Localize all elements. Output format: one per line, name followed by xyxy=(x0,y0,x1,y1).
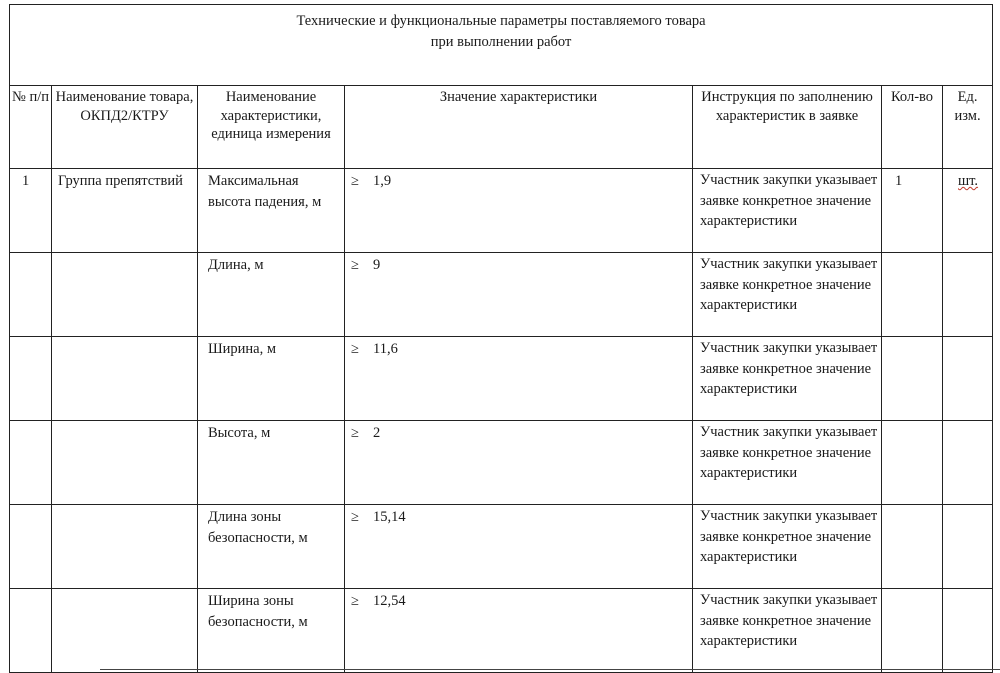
row-instruction-text: Участник закупки указывает заявке конкретное значение характеристики xyxy=(700,424,878,481)
row-product-name-cell xyxy=(52,169,198,253)
row-characteristic-name-text: Высота, м xyxy=(208,425,271,441)
row-unit-cell xyxy=(943,337,993,421)
value-text xyxy=(345,169,692,192)
row-number-cell xyxy=(10,337,52,421)
unit-text xyxy=(943,253,992,255)
row-quantity-cell xyxy=(882,169,943,253)
characteristic-value: 1,9 xyxy=(373,173,392,189)
row-characteristic-name-text: Ширина зоны безопасности, м xyxy=(208,593,308,630)
value-text xyxy=(345,337,692,360)
row-instruction-cell xyxy=(693,253,882,337)
table-row xyxy=(10,505,993,589)
row-quantity-cell xyxy=(882,505,943,589)
row-number-text xyxy=(10,337,51,339)
header-characteristic-name: Наименование характеристики, единица измерения xyxy=(198,86,345,169)
row-unit-cell xyxy=(943,169,993,253)
unit-text xyxy=(943,169,992,192)
characteristic-value: 11,6 xyxy=(373,341,398,357)
row-characteristic-name-cell xyxy=(198,337,345,421)
row-characteristic-name-text: Максимальная высота падения, м xyxy=(208,173,322,210)
row-instruction-cell xyxy=(693,505,882,589)
row-quantity-text xyxy=(882,421,942,423)
characteristic-value: 9 xyxy=(373,257,381,273)
row-product-name-cell xyxy=(52,421,198,505)
row-product-name-text xyxy=(52,337,197,339)
row-product-name-text xyxy=(52,421,197,423)
value-text xyxy=(345,589,692,612)
row-instruction-text: Участник закупки указывает заявке конкретное значение характеристики xyxy=(700,256,878,313)
header-unit: Ед. изм. xyxy=(943,86,993,169)
unit-text xyxy=(943,421,992,423)
comparison-operator: ≥ xyxy=(351,425,359,441)
table-row xyxy=(10,253,993,337)
row-number-text xyxy=(10,589,51,591)
row-product-name-text: Группа препятствий xyxy=(58,173,183,189)
row-value-cell xyxy=(345,421,693,505)
row-quantity-cell xyxy=(882,589,943,673)
comparison-operator: ≥ xyxy=(351,257,359,273)
row-quantity-text: 1 xyxy=(895,173,903,189)
header-quantity: Кол-во xyxy=(882,86,943,169)
unit-value: шт. xyxy=(958,173,979,189)
row-number-cell xyxy=(10,505,52,589)
row-number-cell xyxy=(10,589,52,673)
row-characteristic-name-text: Ширина, м xyxy=(208,341,277,357)
row-number-text xyxy=(10,421,51,423)
comparison-operator: ≥ xyxy=(351,509,359,525)
row-product-name-cell xyxy=(52,337,198,421)
row-number-text xyxy=(10,253,51,255)
value-text xyxy=(345,253,692,276)
table-title xyxy=(10,5,993,86)
row-characteristic-name-text: Длина зоны безопасности, м xyxy=(208,509,308,546)
row-quantity-text xyxy=(882,337,942,339)
characteristic-value: 15,14 xyxy=(373,509,406,525)
table-title-line-2: при выполнении работ xyxy=(430,33,572,50)
value-text xyxy=(345,421,692,444)
header-product-name: Наименование товара, ОКПД2/КТРУ xyxy=(52,86,198,169)
table-row xyxy=(10,589,993,673)
row-value-cell xyxy=(345,505,693,589)
table-body xyxy=(10,169,993,673)
row-characteristic-name-cell xyxy=(198,253,345,337)
row-value-cell xyxy=(345,169,693,253)
unit-text xyxy=(943,505,992,507)
row-quantity-text xyxy=(882,505,942,507)
row-unit-cell xyxy=(943,505,993,589)
page-divider xyxy=(100,669,1000,670)
characteristic-value: 12,54 xyxy=(373,593,406,609)
row-instruction-cell xyxy=(693,337,882,421)
header-number: № п/п xyxy=(10,86,52,169)
row-number-cell xyxy=(10,421,52,505)
row-quantity-cell xyxy=(882,337,943,421)
header-instruction: Инструкция по заполнению характеристик в заявке xyxy=(693,86,882,169)
row-number-text xyxy=(10,505,51,507)
row-product-name-text xyxy=(52,505,197,507)
row-characteristic-name-cell xyxy=(198,421,345,505)
table-row xyxy=(10,169,993,253)
row-unit-cell xyxy=(943,589,993,673)
row-characteristic-name-cell xyxy=(198,505,345,589)
unit-text xyxy=(943,589,992,591)
table-title-line-1: Технические и функциональные параметры поставляемого товара xyxy=(296,13,706,29)
row-value-cell xyxy=(345,253,693,337)
row-instruction-text: Участник закупки указывает заявке конкретное значение характеристики xyxy=(700,508,878,565)
comparison-operator: ≥ xyxy=(351,341,359,357)
value-text xyxy=(345,505,692,528)
comparison-operator: ≥ xyxy=(351,593,359,609)
row-instruction-cell xyxy=(693,589,882,673)
row-value-cell xyxy=(345,337,693,421)
row-number-cell xyxy=(10,253,52,337)
characteristic-value: 2 xyxy=(373,425,381,441)
row-product-name-cell xyxy=(52,505,198,589)
row-quantity-cell xyxy=(882,421,943,505)
row-product-name-cell xyxy=(52,589,198,673)
row-product-name-text xyxy=(52,589,197,591)
row-instruction-text: Участник закупки указывает заявке конкретное значение характеристики xyxy=(700,340,878,397)
table-row xyxy=(10,337,993,421)
table-row xyxy=(10,421,993,505)
row-number-cell xyxy=(10,169,52,253)
row-instruction-text: Участник закупки указывает заявке конкретное значение характеристики xyxy=(700,172,878,229)
row-quantity-text xyxy=(882,253,942,255)
comparison-operator: ≥ xyxy=(351,173,359,189)
row-quantity-text xyxy=(882,589,942,591)
row-characteristic-name-text: Длина, м xyxy=(208,257,264,273)
specification-table xyxy=(9,4,993,673)
row-instruction-text: Участник закупки указывает заявке конкретное значение характеристики xyxy=(700,592,878,649)
row-number-text: 1 xyxy=(22,173,30,189)
row-characteristic-name-cell xyxy=(198,589,345,673)
row-instruction-cell xyxy=(693,169,882,253)
row-product-name-text xyxy=(52,253,197,255)
row-product-name-cell xyxy=(52,253,198,337)
row-instruction-cell xyxy=(693,421,882,505)
header-value: Значение характеристики xyxy=(345,86,693,169)
header-row xyxy=(10,86,993,169)
row-unit-cell xyxy=(943,421,993,505)
unit-text xyxy=(943,337,992,339)
row-value-cell xyxy=(345,589,693,673)
row-quantity-cell xyxy=(882,253,943,337)
row-characteristic-name-cell xyxy=(198,169,345,253)
row-unit-cell xyxy=(943,253,993,337)
